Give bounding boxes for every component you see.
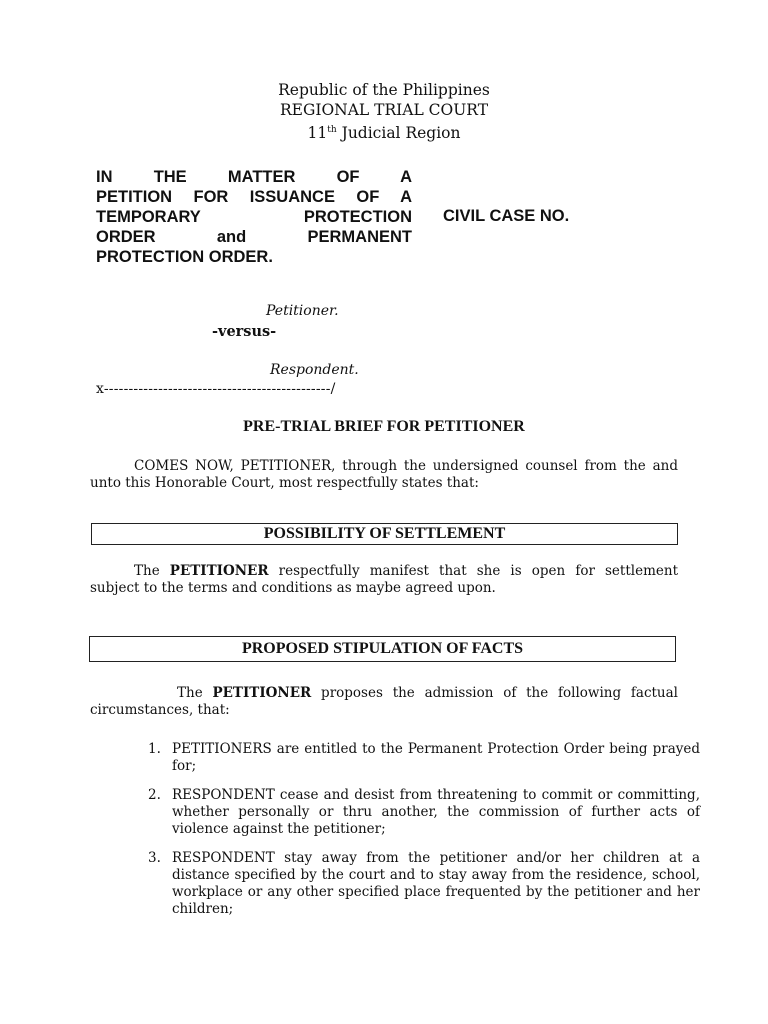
caption-line: TEMPORARY PROTECTION — [96, 208, 412, 226]
list-item — [148, 787, 700, 838]
stipulation-list — [148, 741, 700, 930]
court-header-region — [0, 120, 768, 143]
stipulation-paragraph — [90, 685, 678, 719]
case-caption — [96, 167, 412, 267]
item-text: RESPONDENT stay away from the petitioner and/or her children at a distance specified by the court and to stay away from the residence, school, workplace or any other specified place frequented by the petitioner and her children; — [172, 850, 700, 917]
court-header-court: REGIONAL TRIAL COURT — [279, 101, 489, 119]
caption-line: PROTECTION ORDER. — [96, 248, 273, 266]
document-title: PRE-TRIAL BRIEF FOR PETITIONER — [243, 418, 525, 435]
petitioner-label: Petitioner. — [266, 303, 339, 319]
civil-case-number: CIVIL CASE NO. — [443, 207, 570, 225]
item-number: 3. — [148, 850, 161, 866]
court-header-country: Republic of the Philippines — [278, 81, 490, 99]
section-heading-settlement: POSSIBILITY OF SETTLEMENT — [91, 523, 678, 545]
caption-divider: x----------------------------------------------/ — [96, 381, 336, 397]
item-number: 1. — [148, 741, 161, 757]
versus-label: -versus- — [212, 323, 277, 340]
respondent-label: Respondent. — [270, 362, 359, 378]
para-bold: PETITIONER — [169, 563, 269, 579]
intro-paragraph: COMES NOW, PETITIONER, through the undersigned counsel from the and unto this Honorable Court, most respectfully states that: — [90, 458, 678, 491]
caption-line: IN THE MATTER OF A — [96, 168, 412, 186]
section-heading-stipulation: PROPOSED STIPULATION OF FACTS — [89, 636, 676, 662]
para-rest: proposes the admission of the following factual circumstances, that: — [90, 685, 678, 718]
list-item — [148, 741, 700, 775]
para-bold: PETITIONER — [212, 685, 312, 701]
item-number: 2. — [148, 787, 161, 803]
settlement-paragraph — [90, 563, 678, 597]
item-text: PETITIONERS are entitled to the Permanent Protection Order being prayed for; — [172, 741, 700, 774]
para-lead: The — [134, 563, 170, 579]
para-lead: The — [177, 685, 213, 701]
region-number: 11 — [307, 124, 328, 143]
caption-line: ORDER and PERMANENT — [96, 228, 412, 246]
region-label: Judicial Region — [336, 124, 461, 143]
para-rest: respectfully manifest that she is open for settlement subject to the terms and conditions as maybe agreed upon. — [90, 563, 678, 596]
list-item — [148, 850, 700, 918]
caption-line: PETITION FOR ISSUANCE OF A — [96, 188, 412, 206]
item-text: RESPONDENT cease and desist from threatening to commit or committing, whether personally or thru another, the commission of further acts of violence against the petitioner; — [172, 787, 700, 837]
region-suffix: th — [327, 125, 337, 135]
